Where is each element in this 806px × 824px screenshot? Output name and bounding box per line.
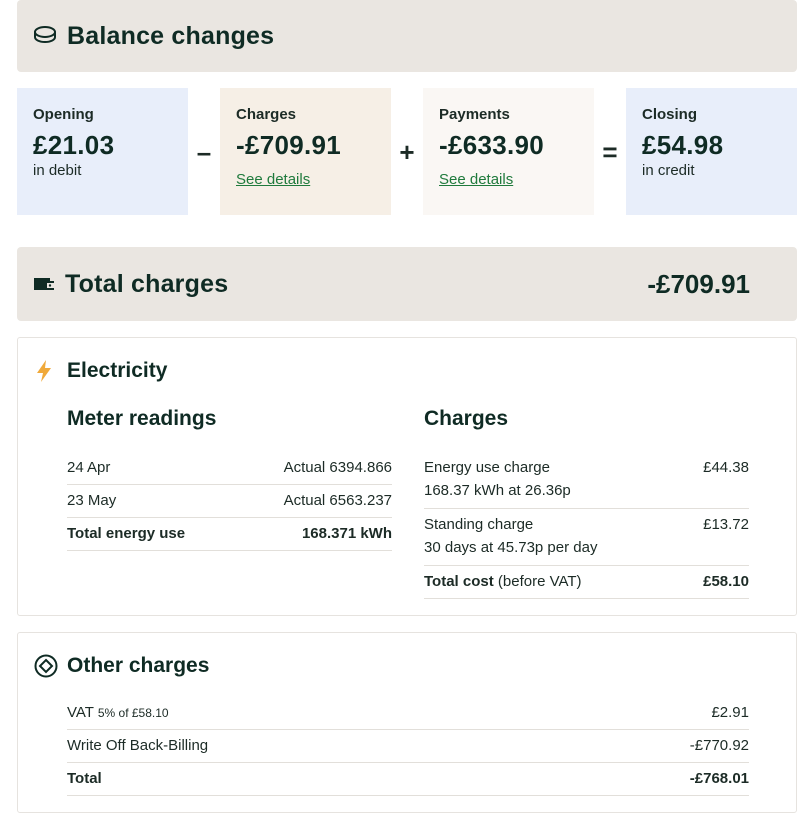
energy-use-charge-row	[424, 459, 749, 509]
other-charges-total-row	[67, 770, 749, 796]
other-charges-card	[17, 632, 797, 813]
plus-operator: +	[399, 137, 415, 167]
total-energy-use-label: Total energy use	[67, 525, 186, 542]
electricity-card	[17, 337, 797, 616]
total-charges-header	[17, 247, 797, 321]
standing-charge-value: £13.72	[703, 516, 749, 533]
write-off-label: Write Off Back-Billing	[67, 737, 209, 754]
payments-amount: -£633.90	[439, 130, 545, 160]
total-cost-suffix: (before VAT)	[497, 573, 582, 590]
total-cost-row	[424, 573, 749, 599]
total-energy-use-row	[67, 525, 392, 551]
opening-status: in debit	[33, 162, 82, 179]
electricity-heading	[34, 359, 167, 383]
meter-reading-row	[67, 492, 392, 518]
standing-charge-row	[424, 516, 749, 566]
meter-reading-row	[67, 459, 392, 485]
payments-box	[423, 88, 594, 215]
write-off-value: -£770.92	[689, 737, 749, 754]
vat-value: £2.91	[711, 704, 749, 721]
reading-value: Actual 6394.866	[283, 459, 392, 476]
total-cost-label: Total cost	[424, 573, 494, 590]
payments-label: Payments	[439, 106, 510, 123]
wallet-icon	[33, 275, 55, 293]
balance-changes-title: Balance changes	[67, 21, 275, 50]
standing-charge-label: Standing charge	[424, 516, 534, 533]
closing-label: Closing	[642, 106, 697, 123]
reading-date: 24 Apr	[67, 459, 111, 476]
diamond-circle-icon	[34, 654, 58, 678]
meter-readings-title: Meter readings	[67, 407, 217, 430]
electricity-charges-title: Charges	[424, 407, 509, 430]
total-energy-use-value: 168.371 kWh	[301, 525, 392, 542]
coin-stack-icon	[33, 24, 59, 48]
closing-amount: £54.98	[642, 130, 724, 160]
total-cost-value: £58.10	[703, 573, 749, 590]
energy-use-charge-value: £44.38	[703, 459, 749, 476]
write-off-row	[67, 737, 749, 763]
other-charges-title: Other charges	[67, 654, 210, 677]
charges-label: Charges	[236, 106, 297, 123]
payments-see-details-link[interactable]: See details	[439, 171, 514, 188]
vat-label: VAT	[67, 704, 94, 721]
reading-value: Actual 6563.237	[283, 492, 392, 509]
balance-changes-header	[17, 0, 797, 72]
lightning-icon	[34, 359, 54, 383]
charges-see-details-link[interactable]: See details	[236, 171, 311, 188]
standing-charge-detail: 30 days at 45.73p per day	[424, 539, 598, 556]
opening-amount: £21.03	[33, 130, 115, 160]
total-charges-amount: -£709.91	[647, 268, 750, 299]
other-charges-heading	[34, 654, 209, 678]
total-charges-title: Total charges	[65, 269, 229, 298]
minus-operator: –	[196, 137, 212, 167]
equals-operator: =	[602, 137, 618, 167]
opening-box	[17, 88, 188, 215]
vat-detail: 5% of £58.10	[97, 706, 169, 720]
closing-box	[626, 88, 797, 215]
closing-status: in credit	[642, 162, 695, 179]
reading-date: 23 May	[67, 492, 117, 509]
energy-use-charge-detail: 168.37 kWh at 26.36p	[424, 482, 571, 499]
other-charges-total-value: -£768.01	[689, 770, 749, 787]
other-charges-total-label: Total	[67, 770, 102, 787]
energy-use-charge-label: Energy use charge	[424, 459, 550, 476]
opening-label: Opening	[33, 106, 94, 123]
charges-box	[220, 88, 391, 215]
vat-row	[67, 704, 749, 730]
charges-amount: -£709.91	[236, 130, 342, 160]
electricity-title: Electricity	[67, 359, 168, 382]
